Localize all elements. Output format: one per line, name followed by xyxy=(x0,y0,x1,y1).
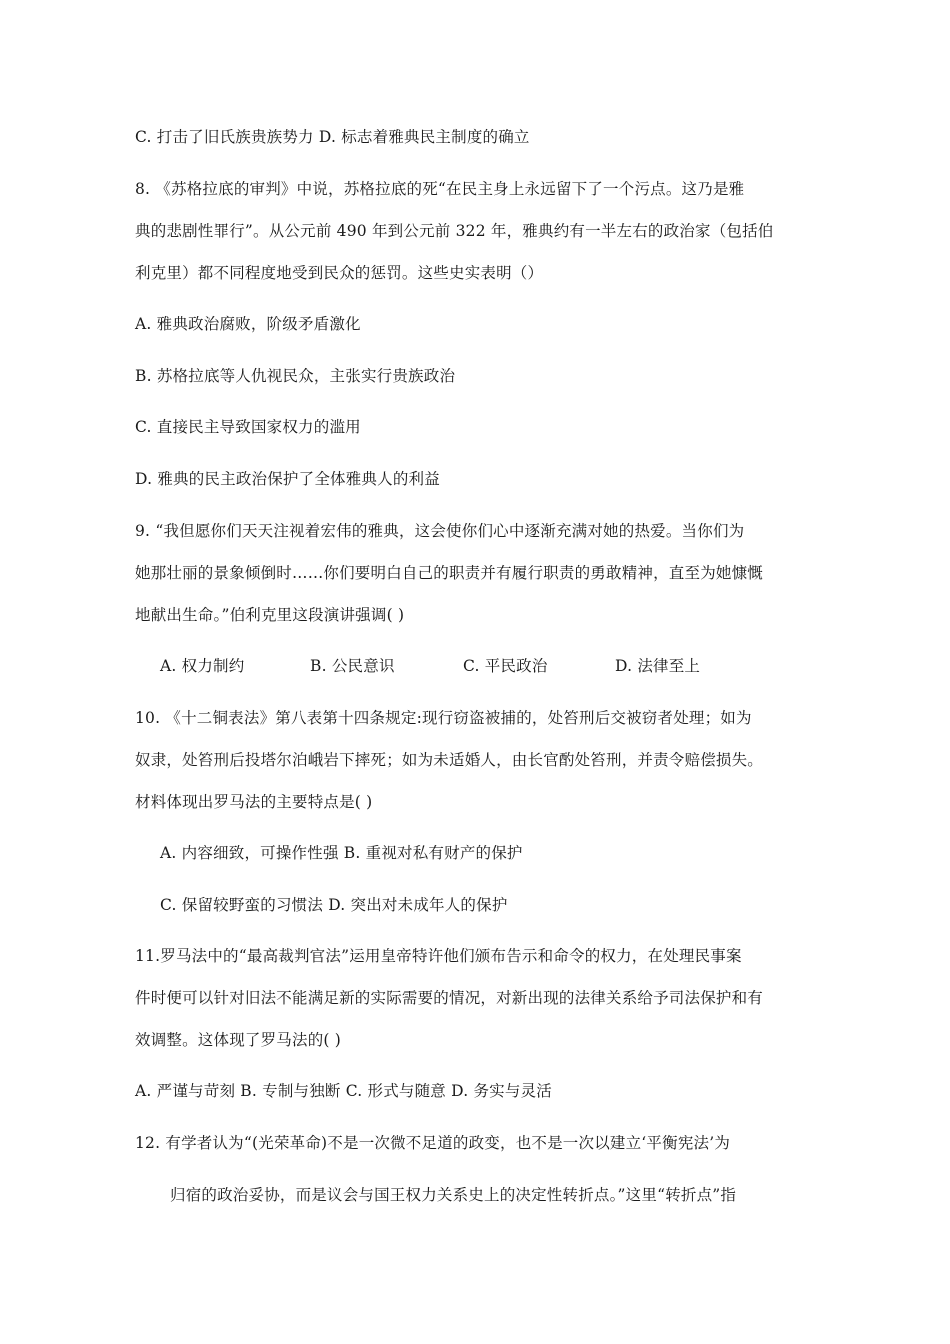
q12-stem-line-2: 归宿的政治妥协，而是议会与国王权力关系史上的决定性转折点。”这里“转折点”指 xyxy=(170,1186,737,1204)
q10-stem-line-3: 材料体现出罗马法的主要特点是( ) xyxy=(135,793,373,811)
q9-options xyxy=(160,656,700,676)
q9-stem-line-1: 9. “我但愿你们天天注视着宏伟的雅典，这会使你们心中逐渐充满对她的热爱。当你们为 xyxy=(135,522,745,540)
q9-stem-line-2: 她那壮丽的景象倾倒时……你们要明白自己的职责并有履行职责的勇敢精神，直至为她慷慨 xyxy=(135,564,764,582)
q8-option-c: C. 直接民主导致国家权力的滥用 xyxy=(135,418,361,436)
q9-option-c: C. 平民政治 xyxy=(463,657,548,675)
q12-stem-line-1: 12. 有学者认为“(光荣革命)不是一次微不足道的政变，也不是一次以建立‘平衡宪法’为 xyxy=(135,1134,731,1152)
q11-stem-line-2: 件时便可以针对旧法不能满足新的实际需要的情况，对新出现的法律关系给予司法保护和有 xyxy=(135,989,764,1007)
q10-options-cd: C. 保留较野蛮的习惯法 D. 突出对未成年人的保护 xyxy=(160,896,508,914)
q7-options-cd: C. 打击了旧氏族贵族势力 D. 标志着雅典民主制度的确立 xyxy=(135,128,530,146)
q10-stem-line-1: 10. 《十二铜表法》第八表第十四条规定:现行窃盗被捕的，处笞刑后交被窃者处理；如为 xyxy=(135,709,752,727)
q8-option-b: B. 苏格拉底等人仇视民众，主张实行贵族政治 xyxy=(135,367,456,385)
q8-stem-line-3: 利克里）都不同程度地受到民众的惩罚。这些史实表明（） xyxy=(135,264,544,282)
q11-stem-line-1: 11.罗马法中的“最高裁判官法”运用皇帝特许他们颁布告示和命令的权力，在处理民事案 xyxy=(135,947,742,965)
q8-stem-line-1: 8. 《苏格拉底的审判》中说，苏格拉底的死“在民主身上永远留下了一个污点。这乃是雅 xyxy=(135,180,745,198)
q8-option-d: D. 雅典的民主政治保护了全体雅典人的利益 xyxy=(135,470,440,488)
q10-stem-line-2: 奴隶，处笞刑后投塔尔泊峨岩下摔死；如为未适婚人，由长官酌处笞刑，并责令赔偿损失。 xyxy=(135,751,764,769)
q9-option-a: A. 权力制约 xyxy=(160,657,245,675)
q11-stem-line-3: 效调整。这体现了罗马法的( ) xyxy=(135,1031,342,1049)
q8-option-a: A. 雅典政治腐败，阶级矛盾激化 xyxy=(135,315,361,333)
q9-option-b: B. 公民意识 xyxy=(310,657,395,675)
q10-options-ab: A. 内容细致，可操作性强 B. 重视对私有财产的保护 xyxy=(160,844,523,862)
q11-options: A. 严谨与苛刻 B. 专制与独断 C. 形式与随意 D. 务实与灵活 xyxy=(135,1082,552,1100)
q9-option-d: D. 法律至上 xyxy=(615,657,701,675)
q8-stem-line-2: 典的悲剧性罪行”。从公元前 490 年到公元前 322 年，雅典约有一半左右的政治家（包括伯 xyxy=(135,222,774,240)
q9-stem-line-3: 地献出生命。”伯利克里这段演讲强调( ) xyxy=(135,606,405,624)
